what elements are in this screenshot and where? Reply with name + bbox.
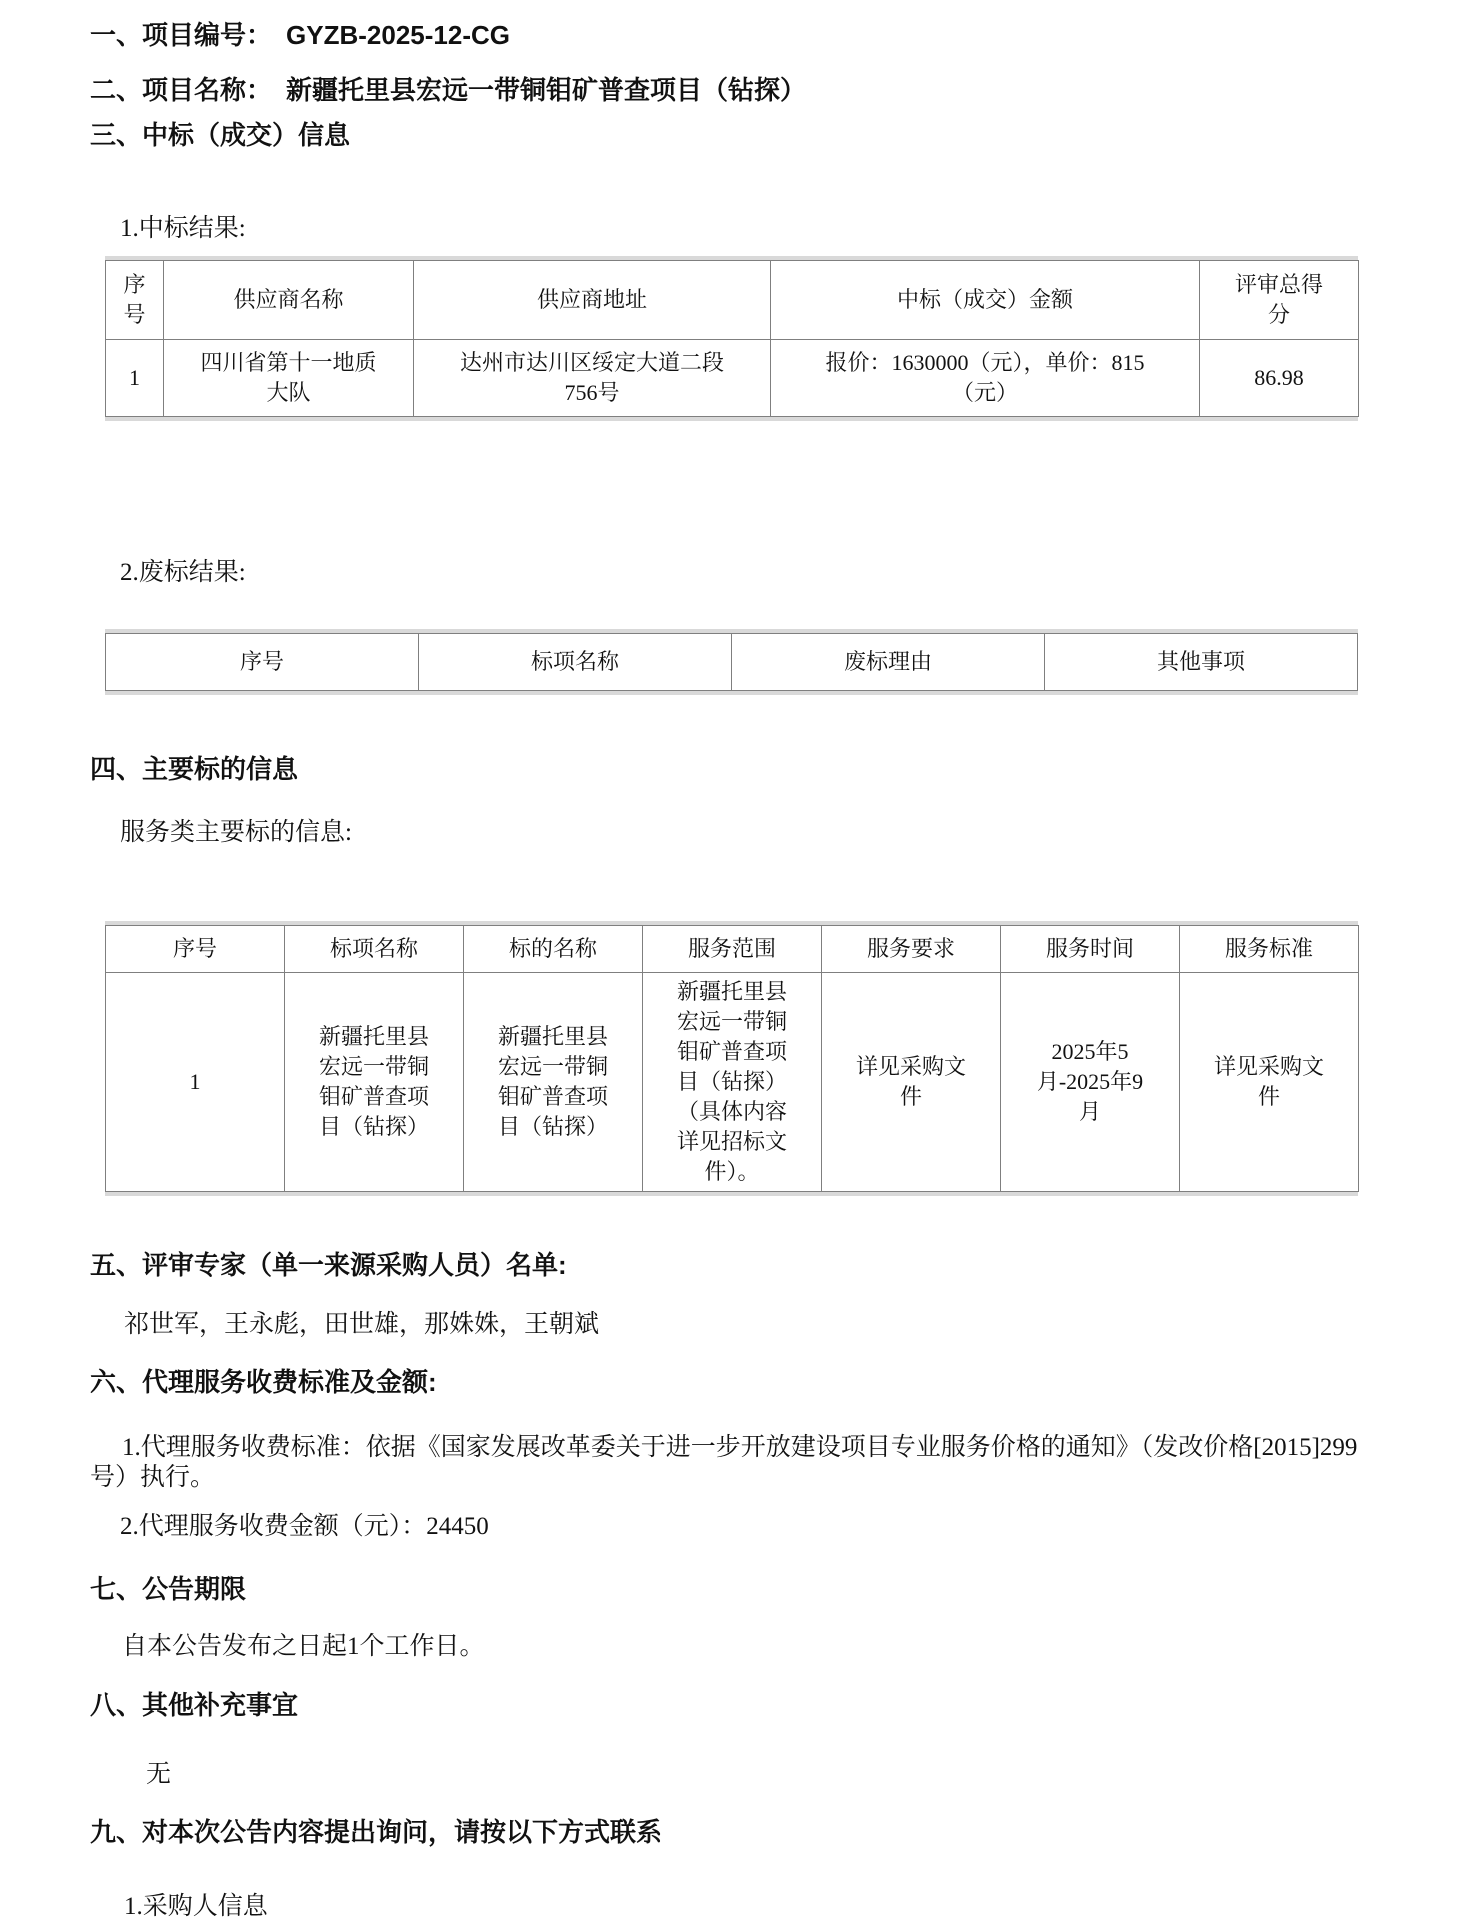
win-result-label: 1.中标结果: bbox=[120, 215, 246, 242]
win-header-supplier-name: 供应商名称 bbox=[164, 261, 414, 340]
section-experts-title: 五、评审专家（单一来源采购人员）名单: bbox=[90, 1250, 567, 1280]
project-number-value: GYZB-2025-12-CG bbox=[286, 20, 510, 50]
win-cell-amount: 报价：1630000（元），单价：815（元） bbox=[771, 340, 1200, 417]
target-header-serial: 序号 bbox=[106, 926, 285, 973]
win-header-supplier-address: 供应商地址 bbox=[414, 261, 771, 340]
agency-fee-standard: 1.代理服务收费标准：依据《国家发展改革委关于进一步开放建设项目专业服务价格的通知》（发改价格[2015]299号）执行。 bbox=[90, 1434, 1358, 1491]
notice-period-text: 自本公告发布之日起1个工作日。 bbox=[122, 1633, 485, 1660]
other-matters-text: 无 bbox=[146, 1761, 172, 1788]
win-table-header-row bbox=[106, 261, 1359, 340]
target-header-service-scope: 服务范围 bbox=[643, 926, 822, 973]
target-header-service-requirement: 服务要求 bbox=[822, 926, 1001, 973]
invalid-result-table-wrap bbox=[105, 629, 1358, 695]
target-cell-serial: 1 bbox=[106, 973, 285, 1192]
section-other-matters-title: 八、其他补充事宜 bbox=[90, 1690, 299, 1720]
table-row bbox=[106, 973, 1359, 1192]
invalid-result-table bbox=[105, 633, 1358, 691]
invalid-header-other: 其他事项 bbox=[1045, 634, 1358, 691]
win-cell-serial: 1 bbox=[106, 340, 164, 417]
target-cell-service-time: 2025年5月-2025年9月 bbox=[1001, 973, 1180, 1192]
service-info-label: 服务类主要标的信息: bbox=[120, 819, 352, 846]
win-header-serial: 序号 bbox=[106, 261, 164, 340]
section-contact-title: 九、对本次公告内容提出询问，请按以下方式联系 bbox=[90, 1817, 663, 1847]
project-number-label: 一、项目编号： bbox=[90, 20, 273, 50]
invalid-header-serial: 序号 bbox=[106, 634, 419, 691]
invalid-table-header-row bbox=[106, 634, 1358, 691]
win-header-score: 评审总得分 bbox=[1200, 261, 1359, 340]
project-name-label: 二、项目名称： bbox=[90, 75, 273, 105]
invalid-header-reason: 废标理由 bbox=[732, 634, 1045, 691]
target-info-table-wrap bbox=[105, 921, 1358, 1196]
section-main-target-title: 四、主要标的信息 bbox=[90, 754, 299, 784]
section-project-number bbox=[90, 18, 1389, 52]
agency-fee-amount: 2.代理服务收费金额（元）：24450 bbox=[120, 1513, 489, 1540]
section-notice-period-title: 七、公告期限 bbox=[90, 1574, 247, 1604]
table-row bbox=[106, 340, 1359, 417]
target-header-target-name: 标的名称 bbox=[464, 926, 643, 973]
win-result-table bbox=[105, 260, 1359, 417]
win-cell-supplier-address: 达州市达川区绥定大道二段756号 bbox=[414, 340, 771, 417]
target-info-table bbox=[105, 925, 1359, 1192]
target-header-service-time: 服务时间 bbox=[1001, 926, 1180, 973]
win-result-table-wrap bbox=[105, 256, 1358, 421]
target-cell-service-scope: 新疆托里县宏远一带铜钼矿普查项目（钻探）（具体内容详见招标文件）。 bbox=[643, 973, 822, 1192]
win-cell-score: 86.98 bbox=[1200, 340, 1359, 417]
section-agency-fee-title: 六、代理服务收费标准及金额: bbox=[90, 1367, 437, 1397]
target-cell-lot-name: 新疆托里县宏远一带铜钼矿普查项目（钻探） bbox=[285, 973, 464, 1192]
project-name-value: 新疆托里县宏远一带铜钼矿普查项目（钻探） bbox=[286, 75, 807, 105]
target-table-header-row bbox=[106, 926, 1359, 973]
section-project-name bbox=[90, 73, 1389, 107]
purchaser-info-label: 1.采购人信息 bbox=[124, 1893, 268, 1920]
target-cell-target-name: 新疆托里县宏远一带铜钼矿普查项目（钻探） bbox=[464, 973, 643, 1192]
target-header-service-standard: 服务标准 bbox=[1180, 926, 1359, 973]
win-header-amount: 中标（成交）金额 bbox=[771, 261, 1200, 340]
invalid-header-lot-name: 标项名称 bbox=[419, 634, 732, 691]
win-cell-supplier-name: 四川省第十一地质大队 bbox=[164, 340, 414, 417]
target-cell-service-requirement: 详见采购文件 bbox=[822, 973, 1001, 1192]
target-cell-service-standard: 详见采购文件 bbox=[1180, 973, 1359, 1192]
invalid-result-label: 2.废标结果: bbox=[120, 559, 246, 586]
target-header-lot-name: 标项名称 bbox=[285, 926, 464, 973]
experts-list: 祁世军，王永彪，田世雄，那姝姝，王朝斌 bbox=[124, 1311, 600, 1338]
section-award-info-title: 三、中标（成交）信息 bbox=[90, 120, 351, 150]
